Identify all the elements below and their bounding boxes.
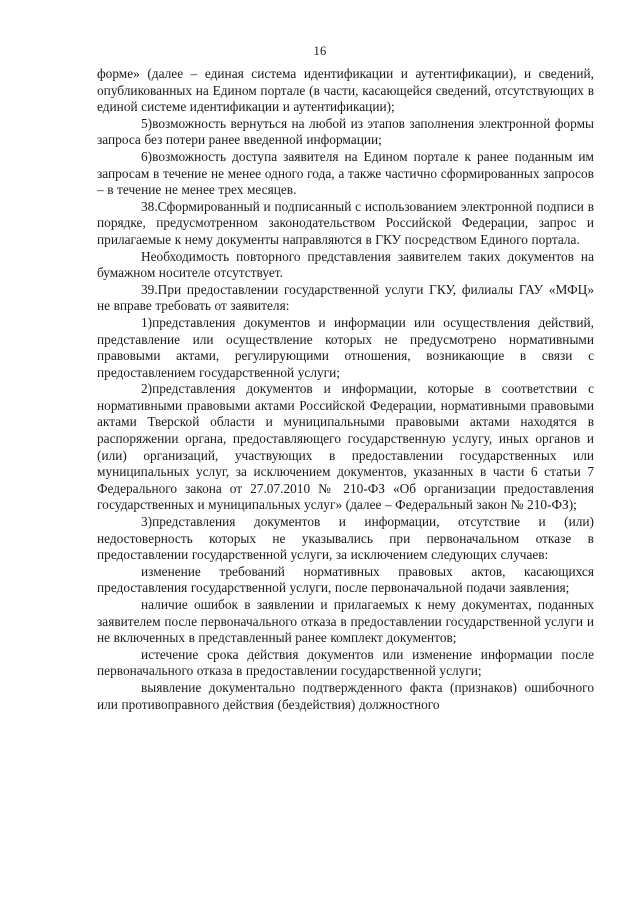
paragraph-0: форме» (далее – единая система идентификации и аутентификации), и сведений, опубликованных на Едином портале (в части, касающейся сведений, отсутствующих в единой системе идентификации и аутентификации);: [97, 66, 594, 115]
paragraph-4: Необходимость повторного представления заявителем таких документов на бумажном носителе отсутствует.: [97, 248, 594, 281]
paragraph-1: 5)возможность вернуться на любой из этапов заполнения электронной формы запроса без потери ранее введенной информации;: [97, 115, 594, 148]
paragraph-2: 6)возможность доступа заявителя на Едином портале к ранее поданным им запросам в течение не менее одного года, а также частично сформированных запросов – в течение не менее трех месяцев.: [97, 148, 594, 198]
paragraph-12: выявление документально подтвержденного факта (признаков) ошибочного или противоправного действия (бездействия) должностного: [97, 679, 594, 712]
paragraph-9: изменение требований нормативных правовых актов, касающихся предоставления государственной услуги, после первоначальной подачи заявления;: [97, 563, 594, 596]
paragraph-11: истечение срока действия документов или изменение информации после первоначального отказа в предоставлении государственной услуги;: [97, 646, 594, 679]
document-body: [97, 66, 594, 713]
paragraph-8: 3)представления документов и информации, отсутствие и (или) недостоверность которых не указывались при первоначальном отказе в предоставлении государственной услуги, за исключением следующих случаев:: [97, 514, 594, 563]
paragraph-10: наличие ошибок в заявлении и прилагаемых к нему документах, поданных заявителем после первоначального отказа в предоставлении государственной услуги и не включенных в представленный ранее комплект документов;: [97, 597, 594, 646]
paragraph-7: 2)представления документов и информации, которые в соответствии с нормативными правовыми актами Российской Федерации, нормативными правовыми актами Тверской области и муниципальными правовыми актами находятся в распоряжении органа, предоставляющего государственную услугу, иных органов и (или) организаций, участвующих в предоставлении государственных или муниципальных услуг, за исключением документов, указанных в части 6 статьи 7 Федерального закона от 27.07.2010 № 210-ФЗ «Об организации предоставления государственных и муниципальных услуг» (далее – Федеральный закон № 210-ФЗ);: [97, 381, 594, 513]
page-number: 16: [313, 44, 327, 58]
paragraph-5: 39.При предоставлении государственной услуги ГКУ, филиалы ГАУ «МФЦ» не вправе требовать от заявителя:: [97, 281, 594, 314]
paragraph-6: 1)представления документов и информации или осуществления действий, представление или осуществление которых не предусмотрено нормативными правовыми актами, регулирующими отношения, возникающие в связи с предоставлением государственной услуги;: [97, 314, 594, 380]
paragraph-3: 38.Сформированный и подписанный с использованием электронной подписи в порядке, предусмотренном законодательством Российской Федерации, запрос и прилагаемые к нему документы направляются в ГКУ посредством Единого портала.: [97, 198, 594, 247]
